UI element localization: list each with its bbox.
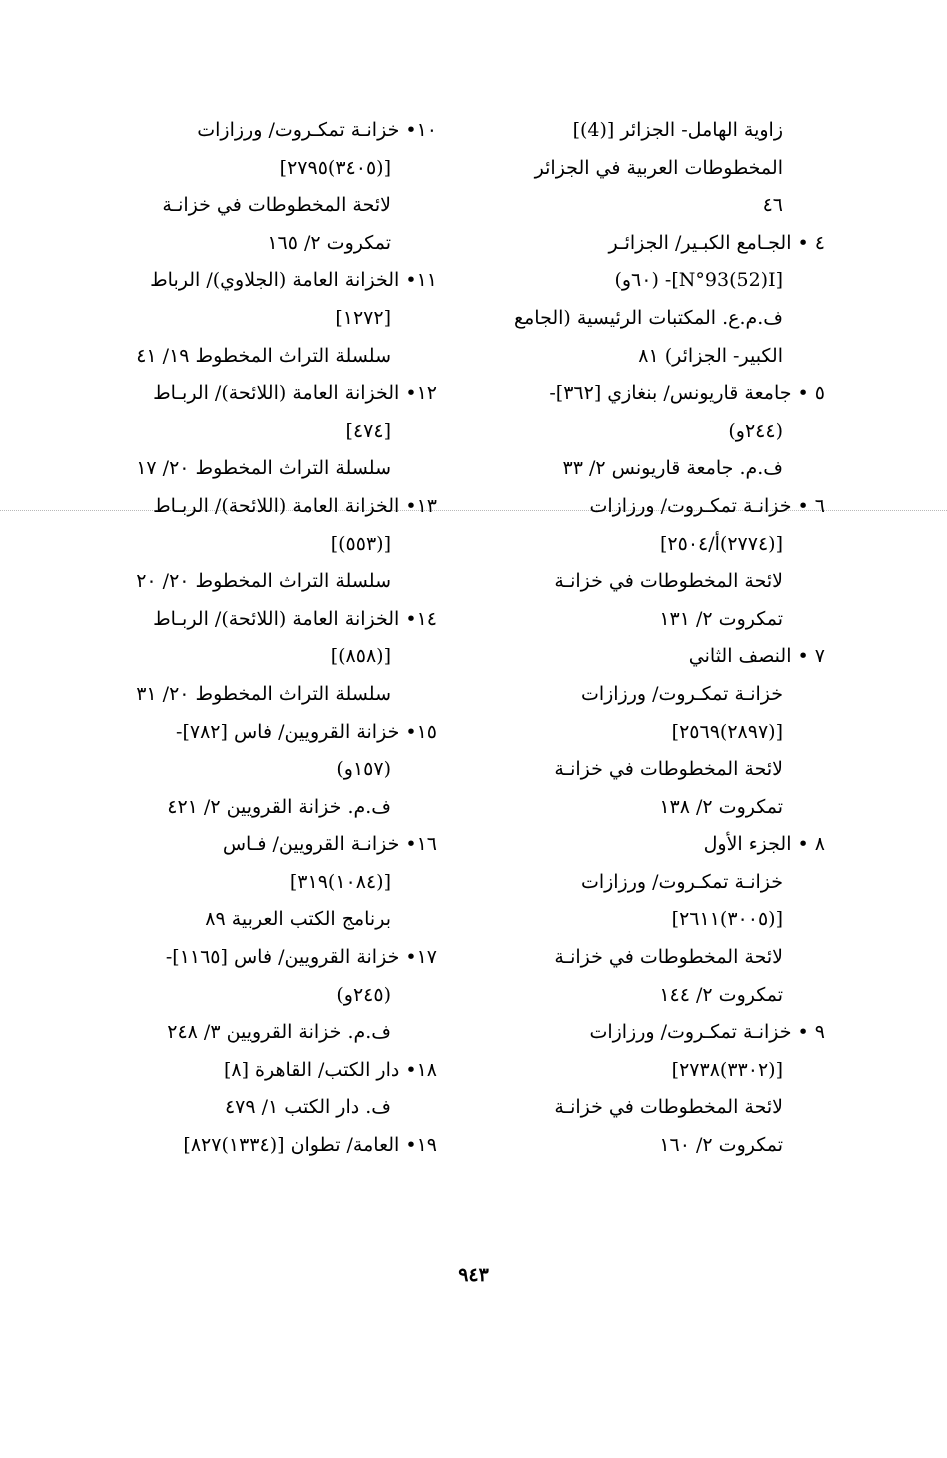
right-column bbox=[495, 112, 825, 1165]
entry-heading-line: ١٨• دار الكتب/ القاهرة [٨] bbox=[223, 1058, 437, 1081]
entry-detail-line: لائحة المخطوطات في خزانـة bbox=[554, 570, 783, 593]
entry-detail-line: تمكروت ٢/ ١٦٠ bbox=[659, 1134, 783, 1157]
entry-detail-line: [(٢٧٧٤)أ/٢٥٠٤] bbox=[660, 532, 783, 555]
entry-detail-line: [(٣٤٠٥)٢٧٩٥] bbox=[279, 156, 391, 179]
entry-detail-line: [١٢٧٢] bbox=[335, 306, 391, 329]
entry-detail-line: زاوية الهامل- الجزائر [(4)] bbox=[572, 119, 783, 141]
entry-detail-line: برنامج الكتب العربية ٨٩ bbox=[205, 908, 391, 931]
entry-detail-line: المخطوطات العربية في الجزائر bbox=[534, 156, 783, 179]
entry-detail-line: تمكروت ٢/ ١٦٥ bbox=[267, 231, 391, 254]
entry-detail-line: ٤٦ bbox=[762, 194, 783, 217]
entry-detail-line: [(١٠٨٤)٣١٩] bbox=[289, 870, 391, 893]
entry-detail-line: الكبير- الجزائر) ٨١ bbox=[638, 344, 783, 367]
entry-heading-line: ٩ • خزانـة تمكـروت/ ورزازات bbox=[589, 1021, 825, 1044]
entry-detail-line: [N°93(52)I]- (٦٠و) bbox=[614, 269, 783, 292]
entry-detail-line: تمكروت ٢/ ١٣٨ bbox=[659, 795, 783, 818]
entry-heading-line: ١٢• الخزانة العامة (اللائحة)/ الربـاط bbox=[153, 382, 437, 405]
entry-detail-line: [(٣٠٠٥)٢٦١١] bbox=[671, 908, 783, 931]
entry-heading-line: ١١• الخزانة العامة (الجلاوي)/ الرباط bbox=[150, 269, 437, 292]
left-column bbox=[92, 112, 437, 1165]
entry-detail-line: ف.م. خزانة القرويين ٣/ ٢٤٨ bbox=[167, 1021, 391, 1044]
entry-detail-line: ف.م.ع. المكتبات الرئيسية (الجامع bbox=[514, 306, 783, 329]
entry-detail-line: تمكروت ٢/ ١٣١ bbox=[659, 607, 783, 630]
entry-detail-line: لائحة المخطوطات في خزانـة bbox=[554, 758, 783, 781]
entry-heading-line: ١٦• خزانـة القرويين/ فـاس bbox=[222, 833, 437, 856]
entry-detail-line: (٢٤٤و) bbox=[728, 419, 783, 442]
entry-heading-line: ٦ • خزانـة تمكـروت/ ورزازات bbox=[589, 494, 825, 517]
entry-detail-line: [(٥٥٣)] bbox=[330, 532, 391, 555]
entry-heading-line: ١٧• خزانة القرويين/ فاس [١١٦٥]- bbox=[165, 946, 437, 969]
entry-heading-line: ١٥• خزانة القرويين/ فاس [٧٨٢]- bbox=[176, 720, 437, 743]
entry-detail-line: [(٣٣٠٢)٢٧٣٨] bbox=[671, 1058, 783, 1081]
entry-detail-line: ف.م. خزانة القرويين ٢/ ٤٢١ bbox=[167, 795, 391, 818]
entry-detail-line: [(٨٥٨)] bbox=[330, 645, 391, 668]
entry-detail-line: لائحة المخطوطات في خزانـة bbox=[162, 194, 391, 217]
entry-heading-line: ٤ • الجـامع الكبـير/ الجزائـر bbox=[608, 231, 825, 254]
entry-detail-line: ف. دار الكتب ١/ ٤٧٩ bbox=[224, 1096, 391, 1119]
entry-heading-line: ٧ • النصف الثاني bbox=[688, 645, 825, 668]
entry-detail-line: خزانـة تمكـروت/ ورزازات bbox=[580, 870, 783, 893]
entry-detail-line: سلسلة التراث المخطوط ٢٠/ ٣١ bbox=[136, 682, 391, 705]
entry-detail-line: سلسلة التراث المخطوط ٢٠/ ١٧ bbox=[136, 457, 391, 480]
entry-heading-line: ١٠• خزانـة تمكـروت/ ورزازات bbox=[197, 119, 437, 141]
entry-detail-line: [(٢٨٩٧)٢٥٦٩] bbox=[671, 720, 783, 743]
entry-detail-line: لائحة المخطوطات في خزانـة bbox=[554, 1096, 783, 1119]
entry-detail-line: خزانـة تمكـروت/ ورزازات bbox=[580, 682, 783, 705]
entry-heading-line: ١٤• الخزانة العامة (اللائحة)/ الربـاط bbox=[153, 607, 437, 630]
entry-detail-line: تمكروت ٢/ ١٤٤ bbox=[659, 983, 783, 1006]
entry-heading-line: ٨ • الجزء الأول bbox=[703, 833, 825, 856]
entry-heading-line: ٥ • جامعة قاريونس/ بنغازي [٣٦٢]- bbox=[549, 382, 825, 405]
page-number: ٩٤٣ bbox=[458, 1264, 489, 1286]
entry-detail-line: [٤٧٤] bbox=[345, 419, 391, 442]
entry-detail-line: سلسلة التراث المخطوط ١٩/ ٤١ bbox=[136, 344, 391, 367]
entry-detail-line: لائحة المخطوطات في خزانـة bbox=[554, 946, 783, 969]
entry-heading-line: ١٣• الخزانة العامة (اللائحة)/ الربـاط bbox=[153, 494, 437, 517]
entry-heading-line: ١٩• العامة/ تطوان [(١٣٣٤)٨٢٧] bbox=[183, 1134, 437, 1157]
entry-detail-line: (١٥٧و) bbox=[336, 758, 391, 781]
entry-detail-line: ف.م. جامعة قاريونس ٢/ ٣٣ bbox=[562, 457, 783, 480]
entry-detail-line: سلسلة التراث المخطوط ٢٠/ ٢٠ bbox=[136, 570, 391, 593]
entry-detail-line: (٢٤٥و) bbox=[336, 983, 391, 1006]
